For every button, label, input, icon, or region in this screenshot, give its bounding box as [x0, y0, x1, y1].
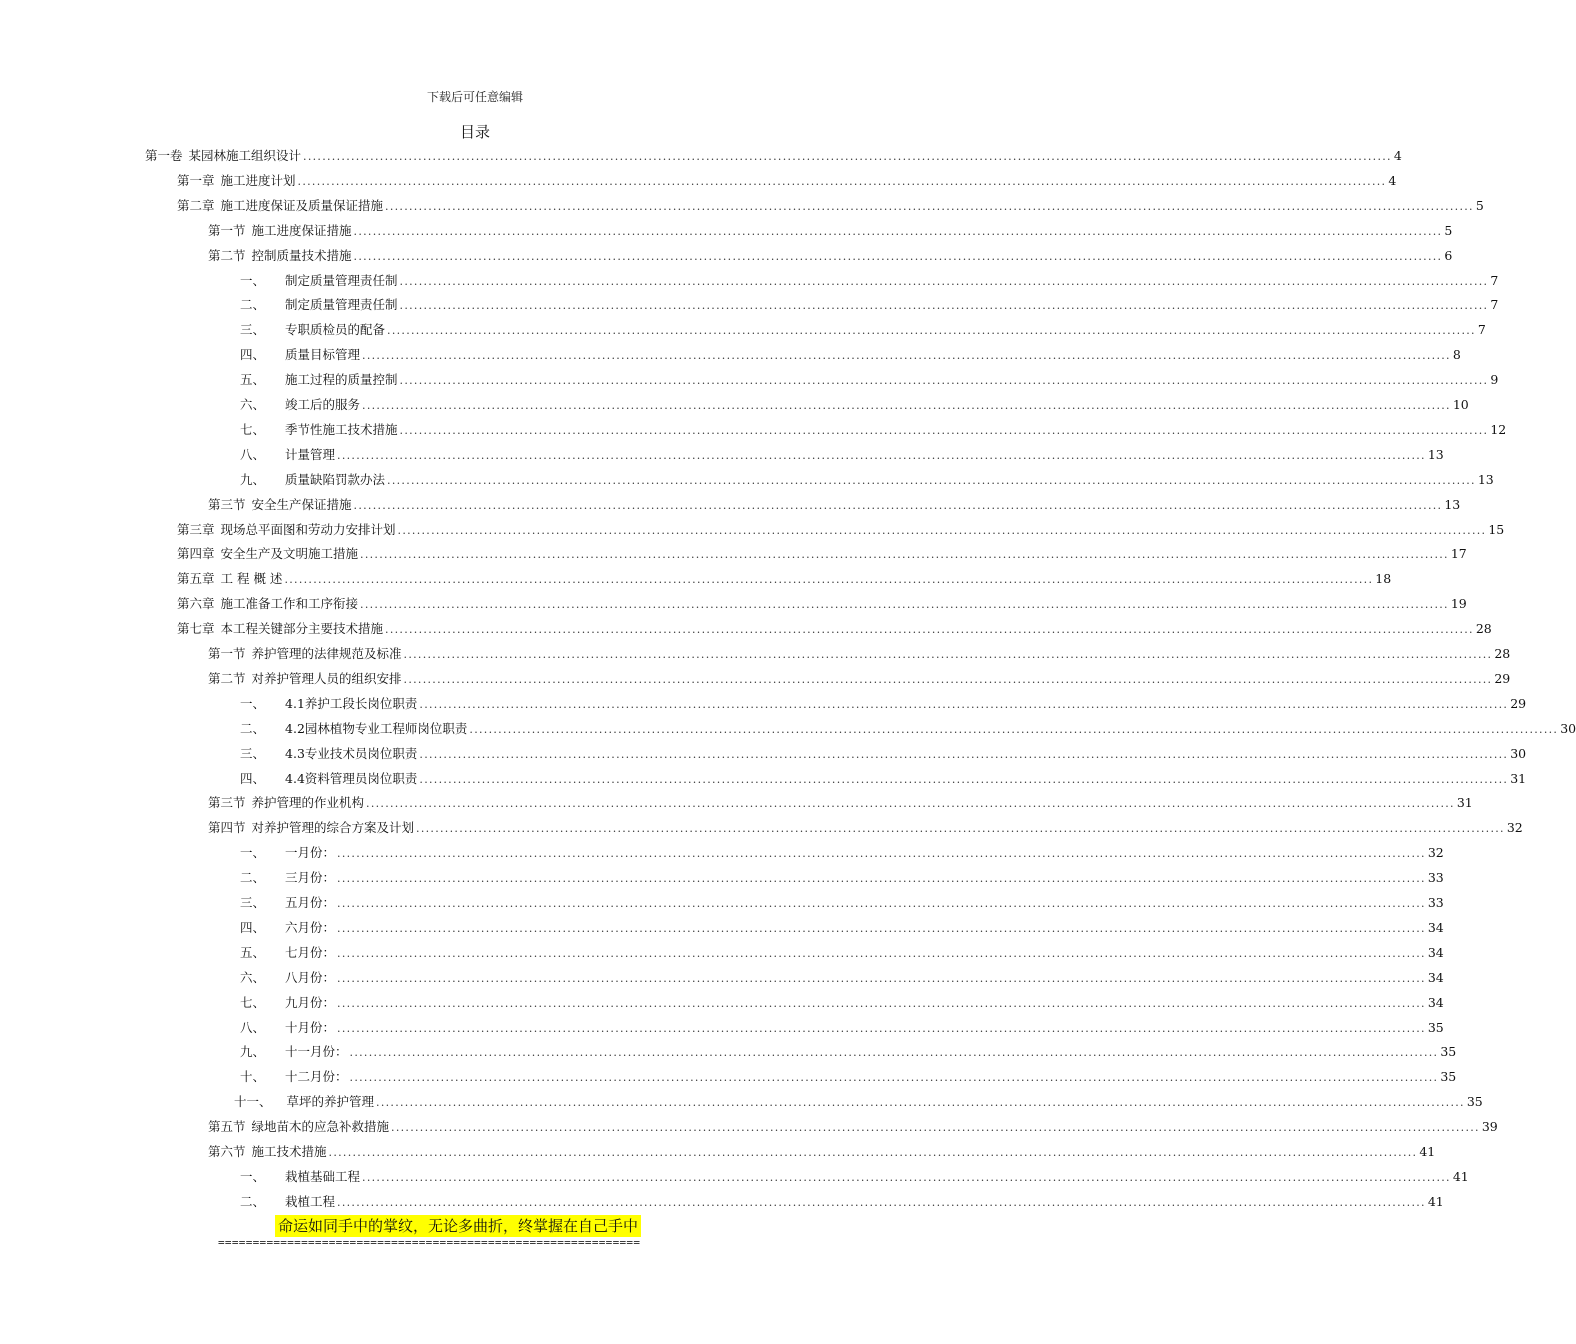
toc-entry[interactable]: [208, 818, 1523, 838]
toc-dot-leader: ...................................................................................................................................................................................................................................: [284, 573, 1374, 587]
toc-entry-number: 三、: [240, 322, 266, 338]
toc-entry-title: 八月份：: [285, 969, 336, 985]
toc-entry-page: 41: [1427, 1193, 1444, 1209]
toc-entry[interactable]: [145, 146, 1402, 166]
toc-entry[interactable]: [177, 569, 1392, 589]
toc-entry[interactable]: [240, 719, 1576, 739]
toc-entry-title: 十二月份：: [285, 1069, 348, 1085]
toc-dot-leader: ...................................................................................................................................................................................................................................: [399, 274, 1489, 288]
toc-entry-number: 第一章: [177, 172, 215, 188]
toc-entry[interactable]: [240, 843, 1444, 863]
toc-entry-page: 5: [1444, 222, 1453, 238]
toc-entry-title: 安全生产保证措施: [251, 496, 352, 512]
toc-dot-leader: ...................................................................................................................................................................................................................................: [360, 598, 1449, 612]
toc-dot-leader: ...................................................................................................................................................................................................................................: [385, 623, 1474, 637]
toc-entry[interactable]: [208, 1117, 1498, 1137]
toc-entry-title: 施工进度保证措施: [251, 222, 352, 238]
toc-entry[interactable]: [208, 246, 1453, 266]
toc-dot-leader: ...................................................................................................................................................................................................................................: [362, 349, 1451, 363]
toc-entry-number: 九、: [240, 471, 266, 487]
toc-entry[interactable]: [240, 1167, 1469, 1187]
toc-entry-page: 29: [1510, 695, 1527, 711]
toc-entry-title: 栽植基础工程: [285, 1168, 361, 1184]
toc-entry-page: 10: [1452, 397, 1469, 412]
toc-entry-number: 八、: [240, 446, 266, 462]
toc-entry-number: 第七章: [177, 621, 215, 637]
toc-entry-title: 施工技术措施: [251, 1144, 327, 1159]
toc-entry-number: 一、: [240, 272, 266, 288]
toc-entry-number: 四、: [240, 919, 266, 935]
toc-entry-page: 12: [1490, 421, 1507, 437]
toc-entry-page: 32: [1506, 820, 1523, 836]
toc-entry[interactable]: [240, 345, 1461, 365]
toc-dot-leader: ...................................................................................................................................................................................................................................: [337, 1021, 1426, 1035]
toc-entry[interactable]: [240, 744, 1527, 764]
toc-entry[interactable]: [240, 470, 1494, 490]
toc-entry-page: 15: [1488, 521, 1505, 537]
toc-dot-leader: ...................................................................................................................................................................................................................................: [387, 473, 1476, 487]
toc-entry[interactable]: [240, 1067, 1457, 1087]
toc-entry-page: 33: [1427, 895, 1444, 910]
toc-entry-title: 专职质检员的配备: [285, 322, 386, 338]
toc-entry[interactable]: [240, 918, 1444, 938]
toc-entry-title: 养护管理的作业机构: [251, 795, 365, 811]
toc-dot-leader: ...................................................................................................................................................................................................................................: [419, 697, 1509, 711]
toc-entry[interactable]: [177, 544, 1467, 564]
toc-entry[interactable]: [240, 694, 1527, 714]
toc-entry-page: 34: [1427, 919, 1444, 935]
toc-entry[interactable]: [234, 1092, 1483, 1112]
toc-entry[interactable]: [240, 320, 1486, 340]
toc-entry-number: 十、: [240, 1069, 266, 1085]
toc-entry[interactable]: [240, 445, 1444, 465]
toc-entry-title: 制定质量管理责任制: [285, 297, 398, 313]
toc-entry-title: 计量管理: [285, 446, 336, 462]
toc-entry-page: 34: [1427, 944, 1444, 960]
toc-entry-title: 季节性施工技术措施: [285, 421, 398, 437]
toc-dot-leader: ...................................................................................................................................................................................................................................: [353, 224, 1443, 238]
toc-entry-number: 第五章: [177, 571, 215, 587]
toc-dot-leader: ...................................................................................................................................................................................................................................: [376, 1096, 1465, 1110]
toc-entry-page: 6: [1444, 247, 1453, 263]
footer-rule: =============================================================: [218, 1236, 641, 1249]
toc-entry-title: 对养护管理的综合方案及计划: [251, 820, 415, 836]
toc-dot-leader: ...................................................................................................................................................................................................................................: [337, 971, 1426, 985]
toc-entry-title: 控制质量技术措施: [251, 247, 352, 263]
toc-dot-leader: ...................................................................................................................................................................................................................................: [399, 299, 1489, 313]
toc-entry-title: 4.3专业技术员岗位职责: [285, 745, 418, 761]
toc-entry[interactable]: [177, 171, 1397, 191]
toc-dot-leader: ...................................................................................................................................................................................................................................: [328, 1146, 1418, 1159]
toc-entry-page: 13: [1477, 471, 1494, 487]
toc-entry-number: 六、: [240, 397, 266, 412]
toc-entry-page: 4: [1393, 148, 1402, 163]
toc-dot-leader: ...................................................................................................................................................................................................................................: [297, 174, 1387, 188]
toc-entry-page: 34: [1427, 969, 1444, 985]
toc-entry-number: 第二章: [177, 197, 215, 213]
toc-entry-page: 35: [1466, 1094, 1483, 1110]
toc-entry[interactable]: [177, 619, 1492, 639]
toc-dot-leader: ...................................................................................................................................................................................................................................: [337, 872, 1426, 886]
toc-dot-leader: ...................................................................................................................................................................................................................................: [337, 946, 1426, 960]
toc-entry-title: 十一月份：: [285, 1044, 348, 1060]
toc-entry-page: 17: [1450, 546, 1467, 562]
toc-entry[interactable]: [208, 221, 1453, 241]
toc-entry-page: 7: [1490, 272, 1499, 288]
toc-entry[interactable]: [177, 594, 1467, 614]
toc-entry-page: 35: [1440, 1069, 1457, 1085]
toc-entry-number: 第二节: [208, 247, 246, 263]
toc-entry-number: 二、: [240, 1193, 266, 1209]
toc-entry-title: 4.2园林植物专业工程师岗位职责: [285, 720, 468, 736]
toc-entry-number: 第四节: [208, 820, 246, 836]
toc-entry-number: 二、: [240, 720, 266, 736]
toc-entry-number: 四、: [240, 347, 266, 363]
toc-entry-title: 竣工后的服务: [285, 397, 361, 412]
toc-entry[interactable]: [240, 1192, 1444, 1212]
toc-dot-leader: ...................................................................................................................................................................................................................................: [469, 722, 1559, 736]
toc-dot-leader: ...................................................................................................................................................................................................................................: [385, 199, 1474, 213]
toc-entry-title: 施工进度保证及质量保证措施: [220, 197, 384, 213]
toc-entry-page: 31: [1456, 795, 1473, 811]
toc-entry-title: 现场总平面图和劳动力安排计划: [220, 521, 396, 537]
toc-dot-leader: ...................................................................................................................................................................................................................................: [303, 150, 1392, 163]
toc-entry[interactable]: [240, 769, 1527, 789]
toc-entry-number: 三、: [240, 745, 266, 761]
toc-entry-number: 第一节: [208, 646, 246, 661]
toc-entry-number: 七、: [240, 994, 266, 1010]
toc-dot-leader: ...................................................................................................................................................................................................................................: [366, 797, 1455, 811]
toc-entry-page: 4: [1388, 172, 1397, 188]
toc-entry-page: 34: [1427, 994, 1444, 1010]
toc-dot-leader: ...................................................................................................................................................................................................................................: [337, 1195, 1426, 1209]
toc-entry-title: 草坪的养护管理: [286, 1094, 375, 1110]
toc-entry-page: 31: [1510, 770, 1527, 786]
toc-dot-leader: ...................................................................................................................................................................................................................................: [387, 324, 1476, 338]
toc-dot-leader: ...................................................................................................................................................................................................................................: [353, 498, 1443, 512]
toc-entry-title: 质量目标管理: [285, 347, 361, 363]
toc-entry-page: 29: [1494, 670, 1511, 686]
toc-dot-leader: ...................................................................................................................................................................................................................................: [403, 648, 1493, 661]
toc-entry[interactable]: [240, 271, 1499, 291]
toc-entry-number: 三、: [240, 895, 266, 910]
toc-entry-number: 七、: [240, 421, 266, 437]
toc-entry-page: 7: [1477, 322, 1486, 338]
toc-entry-page: 35: [1440, 1044, 1457, 1060]
toc-entry[interactable]: [208, 644, 1511, 664]
toc-entry-title: 六月份：: [285, 919, 336, 935]
toc-entry-title: 九月份：: [285, 994, 336, 1010]
toc-dot-leader: ...................................................................................................................................................................................................................................: [337, 847, 1426, 861]
toc-entry-title: 施工准备工作和工序衔接: [220, 596, 359, 612]
toc-entry[interactable]: [177, 196, 1484, 216]
toc-entry-page: 28: [1475, 621, 1492, 637]
toc-entry-title: 七月份：: [285, 944, 336, 960]
toc-entry-number: 第六节: [208, 1144, 246, 1159]
toc-entry-number: 第四章: [177, 546, 215, 562]
toc-entry-title: 养护管理的法律规范及标准: [251, 646, 402, 661]
toc-entry-number: 五、: [240, 372, 266, 388]
toc-entry[interactable]: [208, 669, 1511, 689]
toc-entry[interactable]: [240, 1042, 1457, 1062]
toc-dot-leader: ...................................................................................................................................................................................................................................: [360, 548, 1449, 562]
toc-dot-leader: ...................................................................................................................................................................................................................................: [419, 747, 1509, 761]
toc-dot-leader: ...................................................................................................................................................................................................................................: [391, 1121, 1480, 1135]
toc-entry[interactable]: [240, 968, 1444, 988]
toc-dot-leader: ...................................................................................................................................................................................................................................: [349, 1046, 1439, 1060]
toc-entry[interactable]: [240, 893, 1444, 913]
toc-entry-page: 39: [1481, 1119, 1498, 1135]
toc-entry-title: 制定质量管理责任制: [285, 272, 398, 288]
toc-entry-number: 九、: [240, 1044, 266, 1060]
toc-dot-leader: ...................................................................................................................................................................................................................................: [362, 399, 1451, 412]
toc-entry-number: 第三节: [208, 795, 246, 811]
toc-entry-number: 一、: [240, 1168, 266, 1184]
toc-entry-page: 30: [1510, 745, 1527, 761]
toc-dot-leader: ...................................................................................................................................................................................................................................: [362, 1170, 1451, 1184]
toc-dot-leader: ...................................................................................................................................................................................................................................: [416, 822, 1505, 836]
toc-entry[interactable]: [240, 943, 1444, 963]
toc-entry-title: 某园林施工组织设计: [188, 148, 302, 163]
toc-entry-title: 4.1养护工段长岗位职责: [285, 695, 418, 711]
toc-entry-page: 13: [1427, 446, 1444, 462]
toc-entry-number: 第三章: [177, 521, 215, 537]
toc-title: 目录: [459, 123, 490, 141]
toc-entry[interactable]: [208, 495, 1461, 515]
toc-entry-page: 8: [1452, 347, 1461, 363]
toc-entry-title: 安全生产及文明施工措施: [220, 546, 359, 562]
toc-entry-number: 八、: [240, 1019, 266, 1035]
toc-entry[interactable]: [240, 993, 1444, 1013]
toc-entry-title: 绿地苗木的应急补救措施: [251, 1119, 390, 1135]
toc-entry[interactable]: [240, 420, 1507, 440]
toc-entry-page: 28: [1494, 646, 1511, 661]
toc-entry-number: 十一、: [234, 1094, 272, 1110]
toc-entry-number: 四、: [240, 770, 266, 786]
toc-entry[interactable]: [208, 793, 1473, 813]
toc-entry-title: 三月份：: [285, 870, 336, 886]
toc-entry-number: 二、: [240, 297, 266, 313]
toc-entry[interactable]: [208, 1142, 1436, 1162]
toc-dot-leader: ...................................................................................................................................................................................................................................: [399, 374, 1489, 388]
toc-entry-number: 第一节: [208, 222, 246, 238]
toc-dot-leader: ...................................................................................................................................................................................................................................: [399, 423, 1489, 437]
toc-entry-title: 十月份：: [285, 1019, 336, 1035]
toc-entry-number: 一、: [240, 695, 266, 711]
toc-entry-number: 六、: [240, 969, 266, 985]
toc-dot-leader: ...................................................................................................................................................................................................................................: [337, 897, 1426, 910]
toc-entry-number: 第五节: [208, 1119, 246, 1135]
toc-dot-leader: ...................................................................................................................................................................................................................................: [353, 249, 1443, 263]
toc-entry-page: 32: [1427, 845, 1444, 861]
toc-entry-title: 施工进度计划: [220, 172, 296, 188]
toc-entry-number: 第三节: [208, 496, 246, 512]
toc-entry-number: 一、: [240, 845, 266, 861]
toc-entry-number: 五、: [240, 944, 266, 960]
toc-dot-leader: ...................................................................................................................................................................................................................................: [397, 523, 1487, 537]
toc-entry-page: 18: [1375, 571, 1392, 587]
toc-entry-number: 第二节: [208, 670, 246, 686]
toc-entry-page: 30: [1560, 720, 1576, 736]
toc-entry[interactable]: [240, 395, 1469, 415]
toc-entry-page: 7: [1490, 297, 1499, 313]
toc-entry[interactable]: [177, 520, 1505, 540]
toc-dot-leader: ...................................................................................................................................................................................................................................: [349, 1071, 1439, 1085]
footer-quote: 命运如同手中的掌纹，无论多曲折，终掌握在自己手中: [275, 1215, 641, 1237]
toc-entry[interactable]: [240, 868, 1444, 888]
toc-entry-number: 第六章: [177, 596, 215, 612]
toc-entry-title: 工 程 概 述: [220, 571, 283, 587]
toc-dot-leader: ...................................................................................................................................................................................................................................: [403, 672, 1493, 686]
toc-entry-title: 4.4资料管理员岗位职责: [285, 770, 418, 786]
toc-entry-title: 质量缺陷罚款办法: [285, 471, 386, 487]
toc-entry-page: 35: [1427, 1019, 1444, 1035]
toc-entry-page: 9: [1490, 372, 1499, 388]
toc-dot-leader: ...................................................................................................................................................................................................................................: [337, 921, 1426, 935]
toc-dot-leader: ...................................................................................................................................................................................................................................: [337, 996, 1426, 1010]
toc-entry-title: 施工过程的质量控制: [285, 372, 398, 388]
toc-entry-number: 二、: [240, 870, 266, 886]
toc-entry-title: 一月份：: [285, 845, 336, 861]
toc-entry[interactable]: [240, 295, 1499, 315]
toc-entry-title: 对养护管理人员的组织安排: [251, 670, 402, 686]
toc-dot-leader: ...................................................................................................................................................................................................................................: [419, 772, 1509, 786]
toc-entry-number: 第一卷: [145, 148, 183, 163]
toc-entry-page: 41: [1452, 1168, 1469, 1184]
header-note: 下载后可任意编辑: [426, 90, 523, 104]
toc-entry-page: 41: [1419, 1144, 1436, 1159]
toc-entry-page: 19: [1450, 596, 1467, 612]
toc-entry[interactable]: [240, 1018, 1444, 1038]
toc-entry-page: 5: [1475, 197, 1484, 213]
toc-dot-leader: ...................................................................................................................................................................................................................................: [337, 448, 1426, 462]
toc-entry-page: 13: [1444, 496, 1461, 512]
toc-entry-title: 五月份：: [285, 895, 336, 910]
toc-entry[interactable]: [240, 370, 1499, 390]
toc-entry-title: 栽植工程: [285, 1193, 336, 1209]
toc-entry-page: 33: [1427, 870, 1444, 886]
toc-entry-title: 本工程关键部分主要技术措施: [220, 621, 384, 637]
